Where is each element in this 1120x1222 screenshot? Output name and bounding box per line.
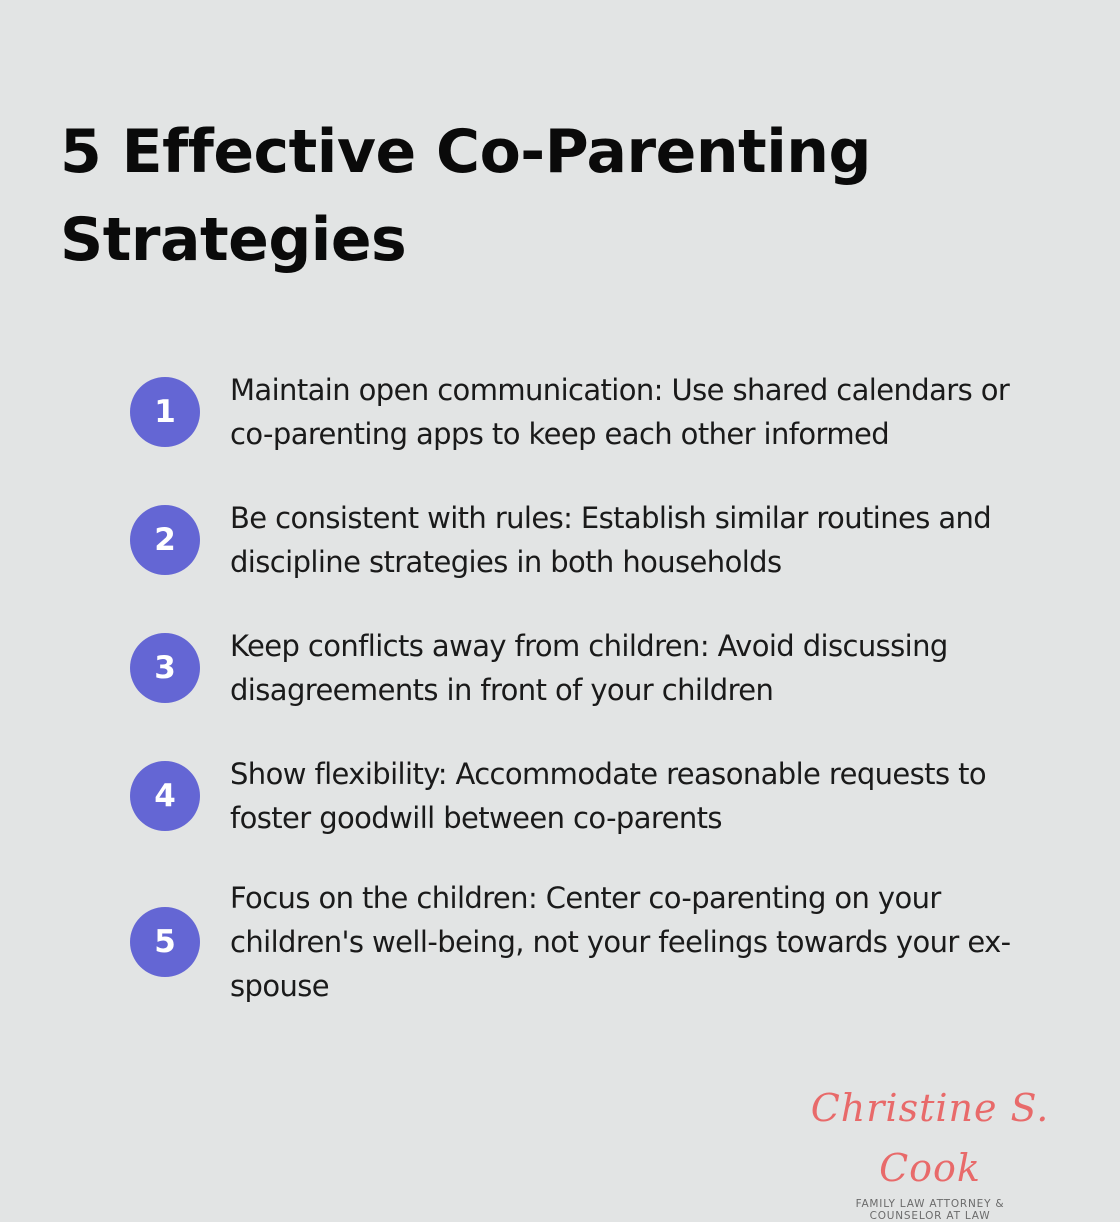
number-badge: 2 [130,505,200,575]
number-badge: 5 [130,907,200,977]
logo-name: Christine S. Cook [810,1086,1050,1190]
list-item [130,496,1060,584]
list-item [130,368,1060,456]
brand-logo [780,1078,1080,1222]
list-item [130,876,1060,1008]
strategy-list [130,368,1060,1048]
page-title: 5 Effective Co-Parenting Strategies [60,117,871,275]
logo-tagline-line2: COUNSELOR AT LAW [869,1210,991,1222]
strategy-text: Be consistent with rules: Establish similar routines and discipline strategies in both households [230,501,992,579]
strategy-text: Maintain open communication: Use shared calendars or co-parenting apps to keep each other informed [230,373,1010,451]
logo-tagline-line1: FAMILY LAW ATTORNEY & [855,1198,1005,1210]
strategy-text: Keep conflicts away from children: Avoid discussing disagreements in front of your children [230,629,948,707]
number-badge: 1 [130,377,200,447]
strategy-text: Show flexibility: Accommodate reasonable requests to foster goodwill between co-parents [230,757,986,835]
list-item [130,624,1060,712]
strategy-text: Focus on the children: Center co-parenting on your children's well-being, not your feelings towards your ex-spouse [230,881,1011,1003]
list-item [130,752,1060,840]
number-badge: 3 [130,633,200,703]
number-badge: 4 [130,761,200,831]
